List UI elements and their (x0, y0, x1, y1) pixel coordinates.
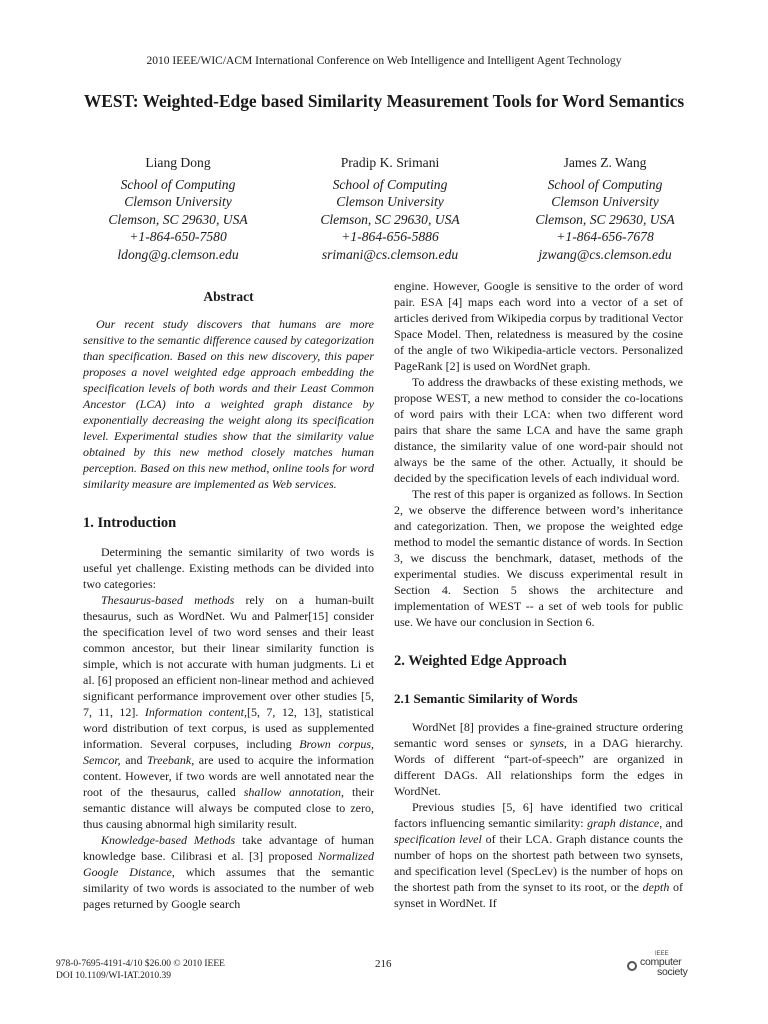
paragraph: engine. However, Google is sensitive to the order of word pair. ESA [4] maps each word into a vector of a set of articles derived from Wikipedia corpus by traditional Vector Space Model. Then, relatedness is measured by the cosine of the angle of two Wikipedia-article vectors. Personalized PageRank [2] is used on WordNet graph. (394, 279, 683, 373)
author-block-1 (78, 154, 278, 264)
text-run: , which assumes that the semantic similarity of two words is associated to the number of web pages returned by Google search (83, 865, 374, 911)
logo-text-society: society (657, 966, 688, 978)
text-run: WordNet [8] provides a fine-grained structure ordering semantic word senses or (394, 720, 683, 750)
author-email: ldong@g.clemson.edu (117, 246, 239, 262)
emphasis: synsets (529, 736, 564, 750)
emphasis: Thesaurus-based methods (101, 593, 235, 607)
author-affiliation: Clemson University (124, 194, 232, 210)
section-heading-weighted-edge: 2. Weighted Edge Approach (394, 653, 567, 669)
emphasis: graph distance (587, 816, 660, 830)
text-run: , in a DAG hierarchy. Words of different “part-of-speech” are organized in different DAGs. All relationships form the edges in WordNet. (394, 736, 683, 798)
footer-copyright (56, 958, 225, 982)
page-number: 216 (375, 958, 392, 970)
author-email: srimani@cs.clemson.edu (321, 246, 459, 262)
footer-isbn: 978-0-7695-4191-4/10 $26.00 © 2010 IEEE (56, 959, 225, 969)
author-phone: +1-864-650-7580 (129, 229, 227, 245)
subsection-heading-semantic-similarity: 2.1 Semantic Similarity of Words (394, 691, 578, 706)
logo-text-computer: computer (640, 956, 682, 968)
paragraph: Determining the semantic similarity of two words is useful yet challenge. Existing methods can be divided into two categories: (83, 545, 374, 591)
emphasis: Information content (144, 705, 244, 719)
text-run: rely on a human-built thesaurus, such as WordNet. Wu and Palmer[15] consider the specification level of two word senses and their least common ancestor, but their linear similarity function is simple, which is not accurate with human judgments. Li et al. [6] proposed an efficient non-linear method and achieved significant performance improvement over other studies [5, 7, 11, 12]. (83, 593, 375, 719)
author-address: Clemson, SC 29630, USA (535, 211, 675, 227)
author-name: Pradip K. Srimani (340, 155, 440, 170)
logo-text-ieee: IEEE (655, 951, 669, 957)
author-address: Clemson, SC 29630, USA (320, 211, 460, 227)
right-column (394, 278, 683, 911)
ieee-cs-logo-icon (627, 961, 637, 971)
abstract-text: Our recent study discovers that humans are more sensitive to the semantic difference caused by categorization than specification. Based on this new discovery, this paper proposes a novel weighted edge approach embedding the specification levels of both words and their Least Common Ancestor (LCA) into a weighted graph distance by exponentially decreasing the weight along its specification level. Experimental studies show that the similarity value obtained by this new method closely matches human perception. Based on this new method, online tools for word similarity measure are implemented as Web services. (83, 317, 374, 491)
author-phone: +1-864-656-5886 (341, 229, 439, 245)
paper-title: WEST: Weighted-Edge based Similarity Measurement Tools for Word Semantics (83, 91, 685, 111)
paragraph (394, 799, 683, 911)
text-run: , are used to acquire the information content. However, if two words are well annotated near the root of the thesaurus, called (83, 753, 374, 799)
author-email: jzwang@cs.clemson.edu (538, 246, 672, 262)
paragraph (394, 719, 683, 799)
ieee-cs-logo (627, 951, 689, 979)
emphasis: Brown corpus, Semcor, (83, 737, 374, 767)
emphasis: Knowledge-based Methods (101, 833, 236, 847)
text-run: and (120, 753, 148, 767)
author-name: James Z. Wang (563, 155, 647, 170)
emphasis: Treebank (147, 753, 192, 767)
text-run: Previous studies [5, 6] have identified two critical factors influencing semantic similarity: (394, 800, 683, 830)
author-affiliation: Clemson University (336, 194, 444, 210)
section-heading-introduction: 1. Introduction (83, 515, 177, 531)
author-block-3 (505, 154, 705, 264)
paragraph (83, 592, 374, 832)
emphasis: depth (642, 880, 670, 894)
author-block-2 (290, 154, 490, 264)
author-affiliation: School of Computing (332, 176, 448, 192)
conference-line: 2010 IEEE/WIC/ACM International Conference on Web Intelligence and Intelligent Agent Technology (146, 55, 622, 67)
footer-doi: DOI 10.1109/WI-IAT.2010.39 (56, 971, 172, 981)
author-affiliation: School of Computing (120, 176, 236, 192)
emphasis: specification level (394, 832, 482, 846)
author-affiliation: School of Computing (547, 176, 663, 192)
emphasis: shallow annotation (243, 785, 342, 799)
text-run: , their semantic distance will always be computed close to zero, thus causing abnormal high similarity result. (83, 785, 374, 831)
left-column (83, 288, 374, 912)
text-run: take advantage of human knowledge base. Cilibrasi et al. [3] proposed (83, 833, 375, 863)
text-run: of synset in WordNet. If (394, 880, 684, 910)
author-phone: +1-864-656-7678 (556, 229, 654, 245)
emphasis: Normalized Google Distance (83, 849, 374, 879)
text-run: ,[5, 7, 12, 13], statistical word distribution of text corpus, is used as supplemented information. Several corpuses, including (83, 705, 374, 751)
paragraph: The rest of this paper is organized as follows. In Section 2, we observe the difference between word’s inheritance and categorization. Then, we propose the weighted edge method to model the semantic distance of words. In Section 3, we discuss the benchmark, dataset, methods of the experimental studies. We discuss experimental result in Section 4. Section 5 shows the architecture and implementation of WEST -- a set of web tools for public use. We have our conclusion in Section 6. (394, 487, 683, 629)
paragraph: To address the drawbacks of these existing methods, we propose WEST, a new method to consider the co-locations of word pairs with their LCA: when two different word pairs that share the same LCA and have the same graph distance, the similarity value of one word-pair should not always be the same of the other. Actually, it should be decided by the specification levels of each individual word. (394, 375, 683, 485)
author-address: Clemson, SC 29630, USA (108, 211, 248, 227)
abstract-heading: Abstract (203, 289, 254, 304)
author-name: Liang Dong (145, 155, 211, 170)
text-run: of their LCA. Graph distance counts the number of hops on the shortest path between two synsets, and specification level (SpecLev) is the number of hops on the shortest path from the synset to its root, or the (394, 832, 683, 894)
text-run: , and (659, 816, 683, 830)
paragraph (83, 832, 374, 912)
author-affiliation: Clemson University (551, 194, 659, 210)
